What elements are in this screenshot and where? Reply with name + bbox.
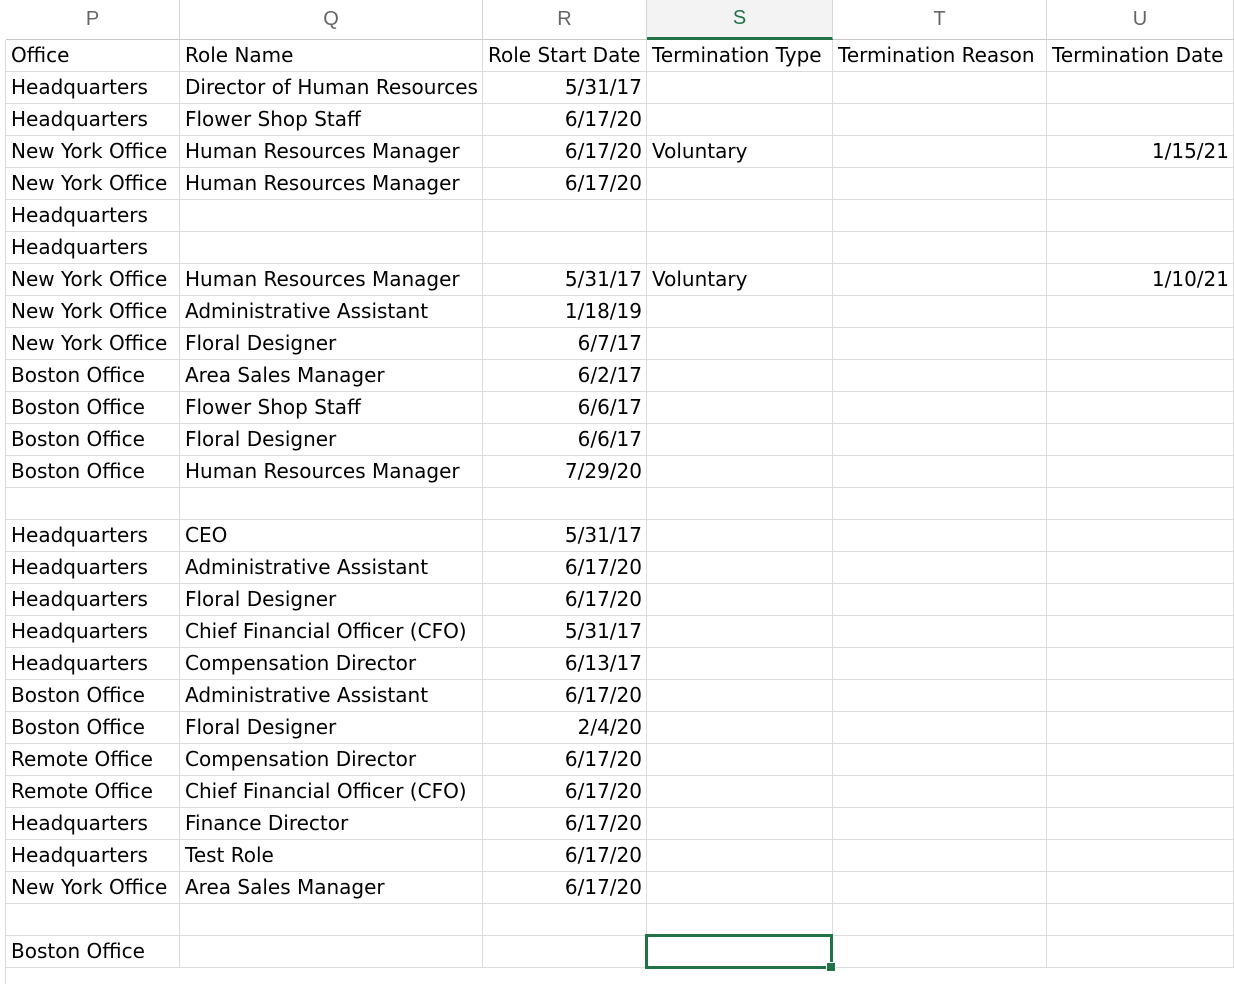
table-row [0,392,1234,424]
table-cell[interactable] [833,936,1047,968]
table-row [0,936,1234,968]
table-cell[interactable] [647,872,833,904]
table-cell[interactable]: 6/17/20 [483,168,647,200]
table-cell[interactable]: Boston Office [6,680,180,712]
table-cell[interactable] [1047,712,1234,744]
table-row [0,424,1234,456]
table-cell[interactable] [833,808,1047,840]
table-cell[interactable] [833,584,1047,616]
column-title-cell[interactable]: Office [6,40,180,72]
column-title-cell[interactable]: Termination Date [1047,40,1234,72]
table-cell[interactable]: Boston Office [6,936,180,968]
table-cell[interactable]: 6/13/17 [483,648,647,680]
table-cell[interactable] [833,296,1047,328]
table-cell[interactable] [180,936,483,968]
table-cell[interactable] [647,200,833,232]
table-cell[interactable] [833,712,1047,744]
table-cell[interactable] [1047,328,1234,360]
table-cell[interactable]: 6/17/20 [483,136,647,168]
table-cell[interactable] [833,872,1047,904]
table-row [0,264,1234,296]
table-cell[interactable]: Voluntary [647,264,833,296]
table-cell[interactable] [1047,392,1234,424]
table-cell[interactable]: 6/2/17 [483,360,647,392]
table-row [0,200,1234,232]
table-cell[interactable]: 6/17/20 [483,744,647,776]
table-cell[interactable] [647,936,833,968]
table-cell[interactable] [1047,72,1234,104]
table-cell[interactable]: 6/17/20 [483,808,647,840]
table-cell[interactable]: Boston Office [6,424,180,456]
table-cell[interactable]: Administrative Assistant [180,680,483,712]
table-cell[interactable] [647,520,833,552]
table-row [0,904,1234,936]
table-cell[interactable] [180,232,483,264]
table-cell[interactable] [1047,456,1234,488]
table-row [0,712,1234,744]
table-cell[interactable] [833,264,1047,296]
table-row [0,680,1234,712]
table-cell[interactable] [833,392,1047,424]
table-row [0,232,1234,264]
table-cell[interactable] [833,136,1047,168]
header-row [0,40,1234,72]
table-cell[interactable]: Floral Designer [180,712,483,744]
table-row [0,328,1234,360]
table-cell[interactable] [1047,552,1234,584]
column-header-r[interactable]: R [483,0,647,40]
table-cell[interactable] [1047,168,1234,200]
table-cell[interactable] [833,520,1047,552]
table-cell[interactable]: Human Resources Manager [180,456,483,488]
table-cell[interactable]: Remote Office [6,744,180,776]
table-cell[interactable]: Compensation Director [180,648,483,680]
table-cell[interactable]: Chief Financial Officer (CFO) [180,616,483,648]
table-cell[interactable] [180,488,483,520]
table-cell[interactable] [833,904,1047,936]
table-cell[interactable] [1047,872,1234,904]
table-cell[interactable]: New York Office [6,328,180,360]
table-cell[interactable] [483,200,647,232]
table-cell[interactable]: Headquarters [6,200,180,232]
table-cell[interactable]: Test Role [180,840,483,872]
table-row [0,648,1234,680]
table-cell[interactable] [647,840,833,872]
table-row [0,616,1234,648]
table-cell[interactable] [647,328,833,360]
table-row [0,360,1234,392]
table-cell[interactable] [1047,776,1234,808]
table-cell[interactable] [647,808,833,840]
table-cell[interactable] [647,488,833,520]
table-cell[interactable] [1047,648,1234,680]
table-row [0,872,1234,904]
table-cell[interactable]: Human Resources Manager [180,264,483,296]
table-cell[interactable]: Floral Designer [180,328,483,360]
table-cell[interactable] [833,840,1047,872]
table-row [0,296,1234,328]
table-cell[interactable] [833,552,1047,584]
table-cell[interactable]: Area Sales Manager [180,872,483,904]
table-cell[interactable]: New York Office [6,168,180,200]
table-cell[interactable] [647,680,833,712]
table-cell[interactable] [647,776,833,808]
table-cell[interactable] [1047,808,1234,840]
table-cell[interactable] [647,456,833,488]
table-cell[interactable] [833,776,1047,808]
column-title-cell[interactable]: Role Name [180,40,483,72]
table-cell[interactable] [647,392,833,424]
table-cell[interactable] [647,552,833,584]
table-cell[interactable] [833,104,1047,136]
table-cell[interactable]: 6/6/17 [483,424,647,456]
table-row [0,168,1234,200]
table-row [0,840,1234,872]
column-title-cell[interactable]: Role Start Date [483,40,647,72]
table-cell[interactable] [647,648,833,680]
table-cell[interactable] [483,488,647,520]
table-cell[interactable] [1047,680,1234,712]
table-cell[interactable] [833,72,1047,104]
table-cell[interactable] [1047,584,1234,616]
table-cell[interactable] [647,168,833,200]
table-cell[interactable]: Flower Shop Staff [180,392,483,424]
table-cell[interactable]: CEO [180,520,483,552]
table-cell[interactable] [647,296,833,328]
table-cell[interactable]: Flower Shop Staff [180,104,483,136]
table-cell[interactable] [1047,424,1234,456]
table-cell[interactable] [1047,616,1234,648]
table-cell[interactable]: Headquarters [6,648,180,680]
table-cell[interactable]: Administrative Assistant [180,296,483,328]
table-row [0,72,1234,104]
table-cell[interactable]: Voluntary [647,136,833,168]
column-title-cell[interactable]: Termination Reason [833,40,1047,72]
table-cell[interactable]: 6/7/17 [483,328,647,360]
table-row [0,520,1234,552]
column-header-t[interactable]: T [833,0,1047,40]
table-cell[interactable] [833,328,1047,360]
column-header-u[interactable]: U [1047,0,1234,40]
table-cell[interactable] [6,904,180,936]
table-cell[interactable] [180,904,483,936]
table-cell[interactable]: 6/6/17 [483,392,647,424]
table-cell[interactable] [1047,360,1234,392]
table-cell[interactable]: Boston Office [6,712,180,744]
table-cell[interactable] [1047,840,1234,872]
table-cell[interactable] [647,584,833,616]
table-cell[interactable]: 6/17/20 [483,104,647,136]
table-cell[interactable] [833,744,1047,776]
table-cell[interactable]: Headquarters [6,72,180,104]
table-cell[interactable]: 7/29/20 [483,456,647,488]
table-cell[interactable] [180,200,483,232]
table-cell[interactable]: Headquarters [6,104,180,136]
table-cell[interactable] [833,680,1047,712]
table-cell[interactable] [833,360,1047,392]
table-cell[interactable]: Boston Office [6,392,180,424]
table-cell[interactable]: Area Sales Manager [180,360,483,392]
table-cell[interactable]: 6/17/20 [483,680,647,712]
table-row [0,808,1234,840]
table-cell[interactable] [833,232,1047,264]
table-cell[interactable] [1047,744,1234,776]
table-cell[interactable] [647,616,833,648]
table-cell[interactable] [647,744,833,776]
column-title-cell[interactable]: Termination Type [647,40,833,72]
table-cell[interactable]: 5/31/17 [483,72,647,104]
table-cell[interactable] [1047,520,1234,552]
table-cell[interactable] [483,904,647,936]
table-cell[interactable] [1047,904,1234,936]
table-row [0,104,1234,136]
table-cell[interactable]: 1/18/19 [483,296,647,328]
table-row [0,584,1234,616]
table-row [0,552,1234,584]
table-cell[interactable] [1047,104,1234,136]
table-cell[interactable] [647,104,833,136]
table-cell[interactable] [833,200,1047,232]
table-cell[interactable]: 6/17/20 [483,584,647,616]
table-cell[interactable] [1047,488,1234,520]
table-cell[interactable]: 6/17/20 [483,840,647,872]
table-cell[interactable]: Finance Director [180,808,483,840]
table-cell[interactable] [647,232,833,264]
table-cell[interactable]: 1/15/21 [1047,136,1234,168]
table-cell[interactable] [833,424,1047,456]
table-cell[interactable]: 5/31/17 [483,520,647,552]
table-cell[interactable]: 2/4/20 [483,712,647,744]
table-cell[interactable] [647,360,833,392]
table-cell[interactable] [647,72,833,104]
table-row [0,776,1234,808]
table-cell[interactable]: New York Office [6,136,180,168]
column-header-q[interactable]: Q [180,0,483,40]
column-header-p[interactable]: P [6,0,180,40]
table-cell[interactable]: 5/31/17 [483,616,647,648]
table-cell[interactable] [1047,296,1234,328]
column-header-row [0,0,1234,40]
column-header-s[interactable]: S [647,0,833,40]
table-cell[interactable] [833,488,1047,520]
table-cell[interactable] [833,648,1047,680]
table-cell[interactable]: Remote Office [6,776,180,808]
table-cell[interactable]: Director of Human Resources [180,72,483,104]
table-cell[interactable]: Headquarters [6,520,180,552]
table-cell[interactable]: Headquarters [6,808,180,840]
table-cell[interactable]: Headquarters [6,552,180,584]
table-cell[interactable] [483,232,647,264]
table-cell[interactable]: New York Office [6,872,180,904]
table-cell[interactable] [647,424,833,456]
table-cell[interactable]: Headquarters [6,616,180,648]
table-cell[interactable]: Boston Office [6,360,180,392]
table-cell[interactable] [647,904,833,936]
table-row [0,488,1234,520]
table-cell[interactable]: Headquarters [6,584,180,616]
table-cell[interactable] [1047,200,1234,232]
table-cell[interactable]: Administrative Assistant [180,552,483,584]
table-cell[interactable]: New York Office [6,296,180,328]
table-cell[interactable]: Human Resources Manager [180,168,483,200]
table-cell[interactable] [1047,232,1234,264]
table-cell[interactable]: 6/17/20 [483,552,647,584]
table-cell[interactable] [1047,936,1234,968]
table-cell[interactable]: Chief Financial Officer (CFO) [180,776,483,808]
table-cell[interactable]: Floral Designer [180,584,483,616]
table-cell[interactable]: 6/17/20 [483,872,647,904]
table-row [0,136,1234,168]
table-cell[interactable]: 5/31/17 [483,264,647,296]
table-cell[interactable]: Boston Office [6,456,180,488]
table-cell[interactable] [483,936,647,968]
table-cell[interactable]: 1/10/21 [1047,264,1234,296]
table-cell[interactable]: New York Office [6,264,180,296]
table-cell[interactable] [6,488,180,520]
table-cell[interactable] [647,712,833,744]
table-cell[interactable]: Floral Designer [180,424,483,456]
table-cell[interactable]: Headquarters [6,840,180,872]
table-cell[interactable]: Headquarters [6,232,180,264]
table-cell[interactable]: Compensation Director [180,744,483,776]
table-cell[interactable]: Human Resources Manager [180,136,483,168]
table-row [0,744,1234,776]
table-cell[interactable] [833,616,1047,648]
table-row [0,456,1234,488]
table-cell[interactable] [833,168,1047,200]
table-cell[interactable] [833,456,1047,488]
table-cell[interactable]: 6/17/20 [483,776,647,808]
